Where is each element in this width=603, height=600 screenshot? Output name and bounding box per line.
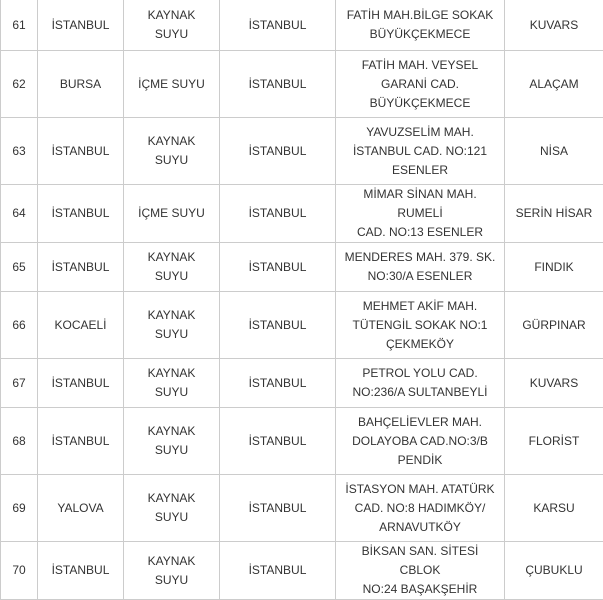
table-row bbox=[1, 542, 603, 600]
address-cell bbox=[336, 408, 505, 475]
address-cell bbox=[336, 118, 505, 185]
address-line: BİKSAN SAN. SİTESİ CBLOK bbox=[340, 542, 500, 580]
address-cell bbox=[336, 51, 505, 118]
table-row bbox=[1, 408, 603, 475]
address-cell bbox=[336, 185, 505, 243]
address-cell bbox=[336, 0, 505, 51]
water-type-cell: İÇME SUYU bbox=[124, 51, 220, 118]
table-row bbox=[1, 185, 603, 243]
city-cell: İSTANBUL bbox=[38, 243, 124, 292]
city-cell: İSTANBUL bbox=[38, 118, 124, 185]
row-number: 62 bbox=[1, 51, 38, 118]
water-type-cell: KAYNAK SUYU bbox=[124, 292, 220, 359]
address-line: ARNAVUTKÖY bbox=[340, 518, 500, 537]
water-type-cell: KAYNAK SUYU bbox=[124, 359, 220, 408]
city-cell: İSTANBUL bbox=[38, 542, 124, 600]
region-cell: İSTANBUL bbox=[220, 185, 336, 243]
city-cell: İSTANBUL bbox=[38, 0, 124, 51]
row-number: 67 bbox=[1, 359, 38, 408]
address-line: GARANİ CAD. bbox=[340, 75, 500, 94]
row-number: 65 bbox=[1, 243, 38, 292]
water-type-cell: KAYNAK SUYU bbox=[124, 475, 220, 542]
address-line: MENDERES MAH. 379. SK. bbox=[340, 248, 500, 267]
table-row bbox=[1, 475, 603, 542]
row-number: 68 bbox=[1, 408, 38, 475]
row-number: 64 bbox=[1, 185, 38, 243]
brand-cell: ALAÇAM bbox=[505, 51, 603, 118]
brand-cell: ÇUBUKLU bbox=[505, 542, 603, 600]
region-cell: İSTANBUL bbox=[220, 408, 336, 475]
city-cell: KOCAELİ bbox=[38, 292, 124, 359]
address-cell bbox=[336, 475, 505, 542]
address-line: DOLAYOBA CAD.NO:3/B bbox=[340, 432, 500, 451]
brand-cell: KUVARS bbox=[505, 359, 603, 408]
address-line: MİMAR SİNAN MAH. RUMELİ bbox=[340, 185, 500, 223]
address-line: CAD. NO:13 ESENLER bbox=[340, 223, 500, 242]
brand-cell: GÜRPINAR bbox=[505, 292, 603, 359]
address-line: BÜYÜKÇEKMECE bbox=[340, 94, 500, 113]
address-cell bbox=[336, 292, 505, 359]
table-row bbox=[1, 118, 603, 185]
brand-cell: FINDIK bbox=[505, 243, 603, 292]
water-type-cell: İÇME SUYU bbox=[124, 185, 220, 243]
address-line: TÜTENGİL SOKAK NO:1 bbox=[340, 316, 500, 335]
address-line: FATİH MAH.BİLGE SOKAK bbox=[340, 6, 500, 25]
region-cell: İSTANBUL bbox=[220, 0, 336, 51]
row-number: 69 bbox=[1, 475, 38, 542]
address-line: MEHMET AKİF MAH. bbox=[340, 297, 500, 316]
address-cell bbox=[336, 542, 505, 600]
city-cell: YALOVA bbox=[38, 475, 124, 542]
water-type-cell: KAYNAK SUYU bbox=[124, 243, 220, 292]
city-cell: BURSA bbox=[38, 51, 124, 118]
region-cell: İSTANBUL bbox=[220, 542, 336, 600]
row-number: 66 bbox=[1, 292, 38, 359]
address-line: BÜYÜKÇEKMECE bbox=[340, 25, 500, 44]
address-line: CAD. NO:8 HADIMKÖY/ bbox=[340, 499, 500, 518]
address-line: İSTASYON MAH. ATATÜRK bbox=[340, 480, 500, 499]
address-line: NO:24 BAŞAKŞEHİR bbox=[340, 580, 500, 599]
city-cell: İSTANBUL bbox=[38, 408, 124, 475]
brand-cell: SERİN HİSAR bbox=[505, 185, 603, 243]
brand-cell: KARSU bbox=[505, 475, 603, 542]
region-cell: İSTANBUL bbox=[220, 51, 336, 118]
water-type-cell: KAYNAK SUYU bbox=[124, 408, 220, 475]
address-cell bbox=[336, 359, 505, 408]
address-line: ESENLER bbox=[340, 161, 500, 180]
row-number: 70 bbox=[1, 542, 38, 600]
table-row bbox=[1, 0, 603, 51]
city-cell: İSTANBUL bbox=[38, 185, 124, 243]
row-number: 61 bbox=[1, 0, 38, 51]
city-cell: İSTANBUL bbox=[38, 359, 124, 408]
address-line: BAHÇELİEVLER MAH. bbox=[340, 413, 500, 432]
water-type-cell: KAYNAK SUYU bbox=[124, 118, 220, 185]
table-row bbox=[1, 292, 603, 359]
table-row bbox=[1, 51, 603, 118]
table-body bbox=[1, 0, 603, 600]
address-line: NO:236/A SULTANBEYLİ bbox=[340, 383, 500, 402]
address-line: PENDİK bbox=[340, 451, 500, 470]
address-line: ÇEKMEKÖY bbox=[340, 335, 500, 354]
table-row bbox=[1, 243, 603, 292]
region-cell: İSTANBUL bbox=[220, 243, 336, 292]
address-line: YAVUZSELİM MAH. bbox=[340, 123, 500, 142]
address-line: NO:30/A ESENLER bbox=[340, 267, 500, 286]
address-cell bbox=[336, 243, 505, 292]
brand-cell: KUVARS bbox=[505, 0, 603, 51]
brand-cell: NİSA bbox=[505, 118, 603, 185]
water-type-cell: KAYNAK SUYU bbox=[124, 542, 220, 600]
region-cell: İSTANBUL bbox=[220, 118, 336, 185]
region-cell: İSTANBUL bbox=[220, 475, 336, 542]
address-line: İSTANBUL CAD. NO:121 bbox=[340, 142, 500, 161]
brand-cell: FLORİST bbox=[505, 408, 603, 475]
region-cell: İSTANBUL bbox=[220, 359, 336, 408]
water-type-cell: KAYNAK SUYU bbox=[124, 0, 220, 51]
address-line: FATİH MAH. VEYSEL bbox=[340, 56, 500, 75]
table-row bbox=[1, 359, 603, 408]
row-number: 63 bbox=[1, 118, 38, 185]
region-cell: İSTANBUL bbox=[220, 292, 336, 359]
address-line: PETROL YOLU CAD. bbox=[340, 364, 500, 383]
